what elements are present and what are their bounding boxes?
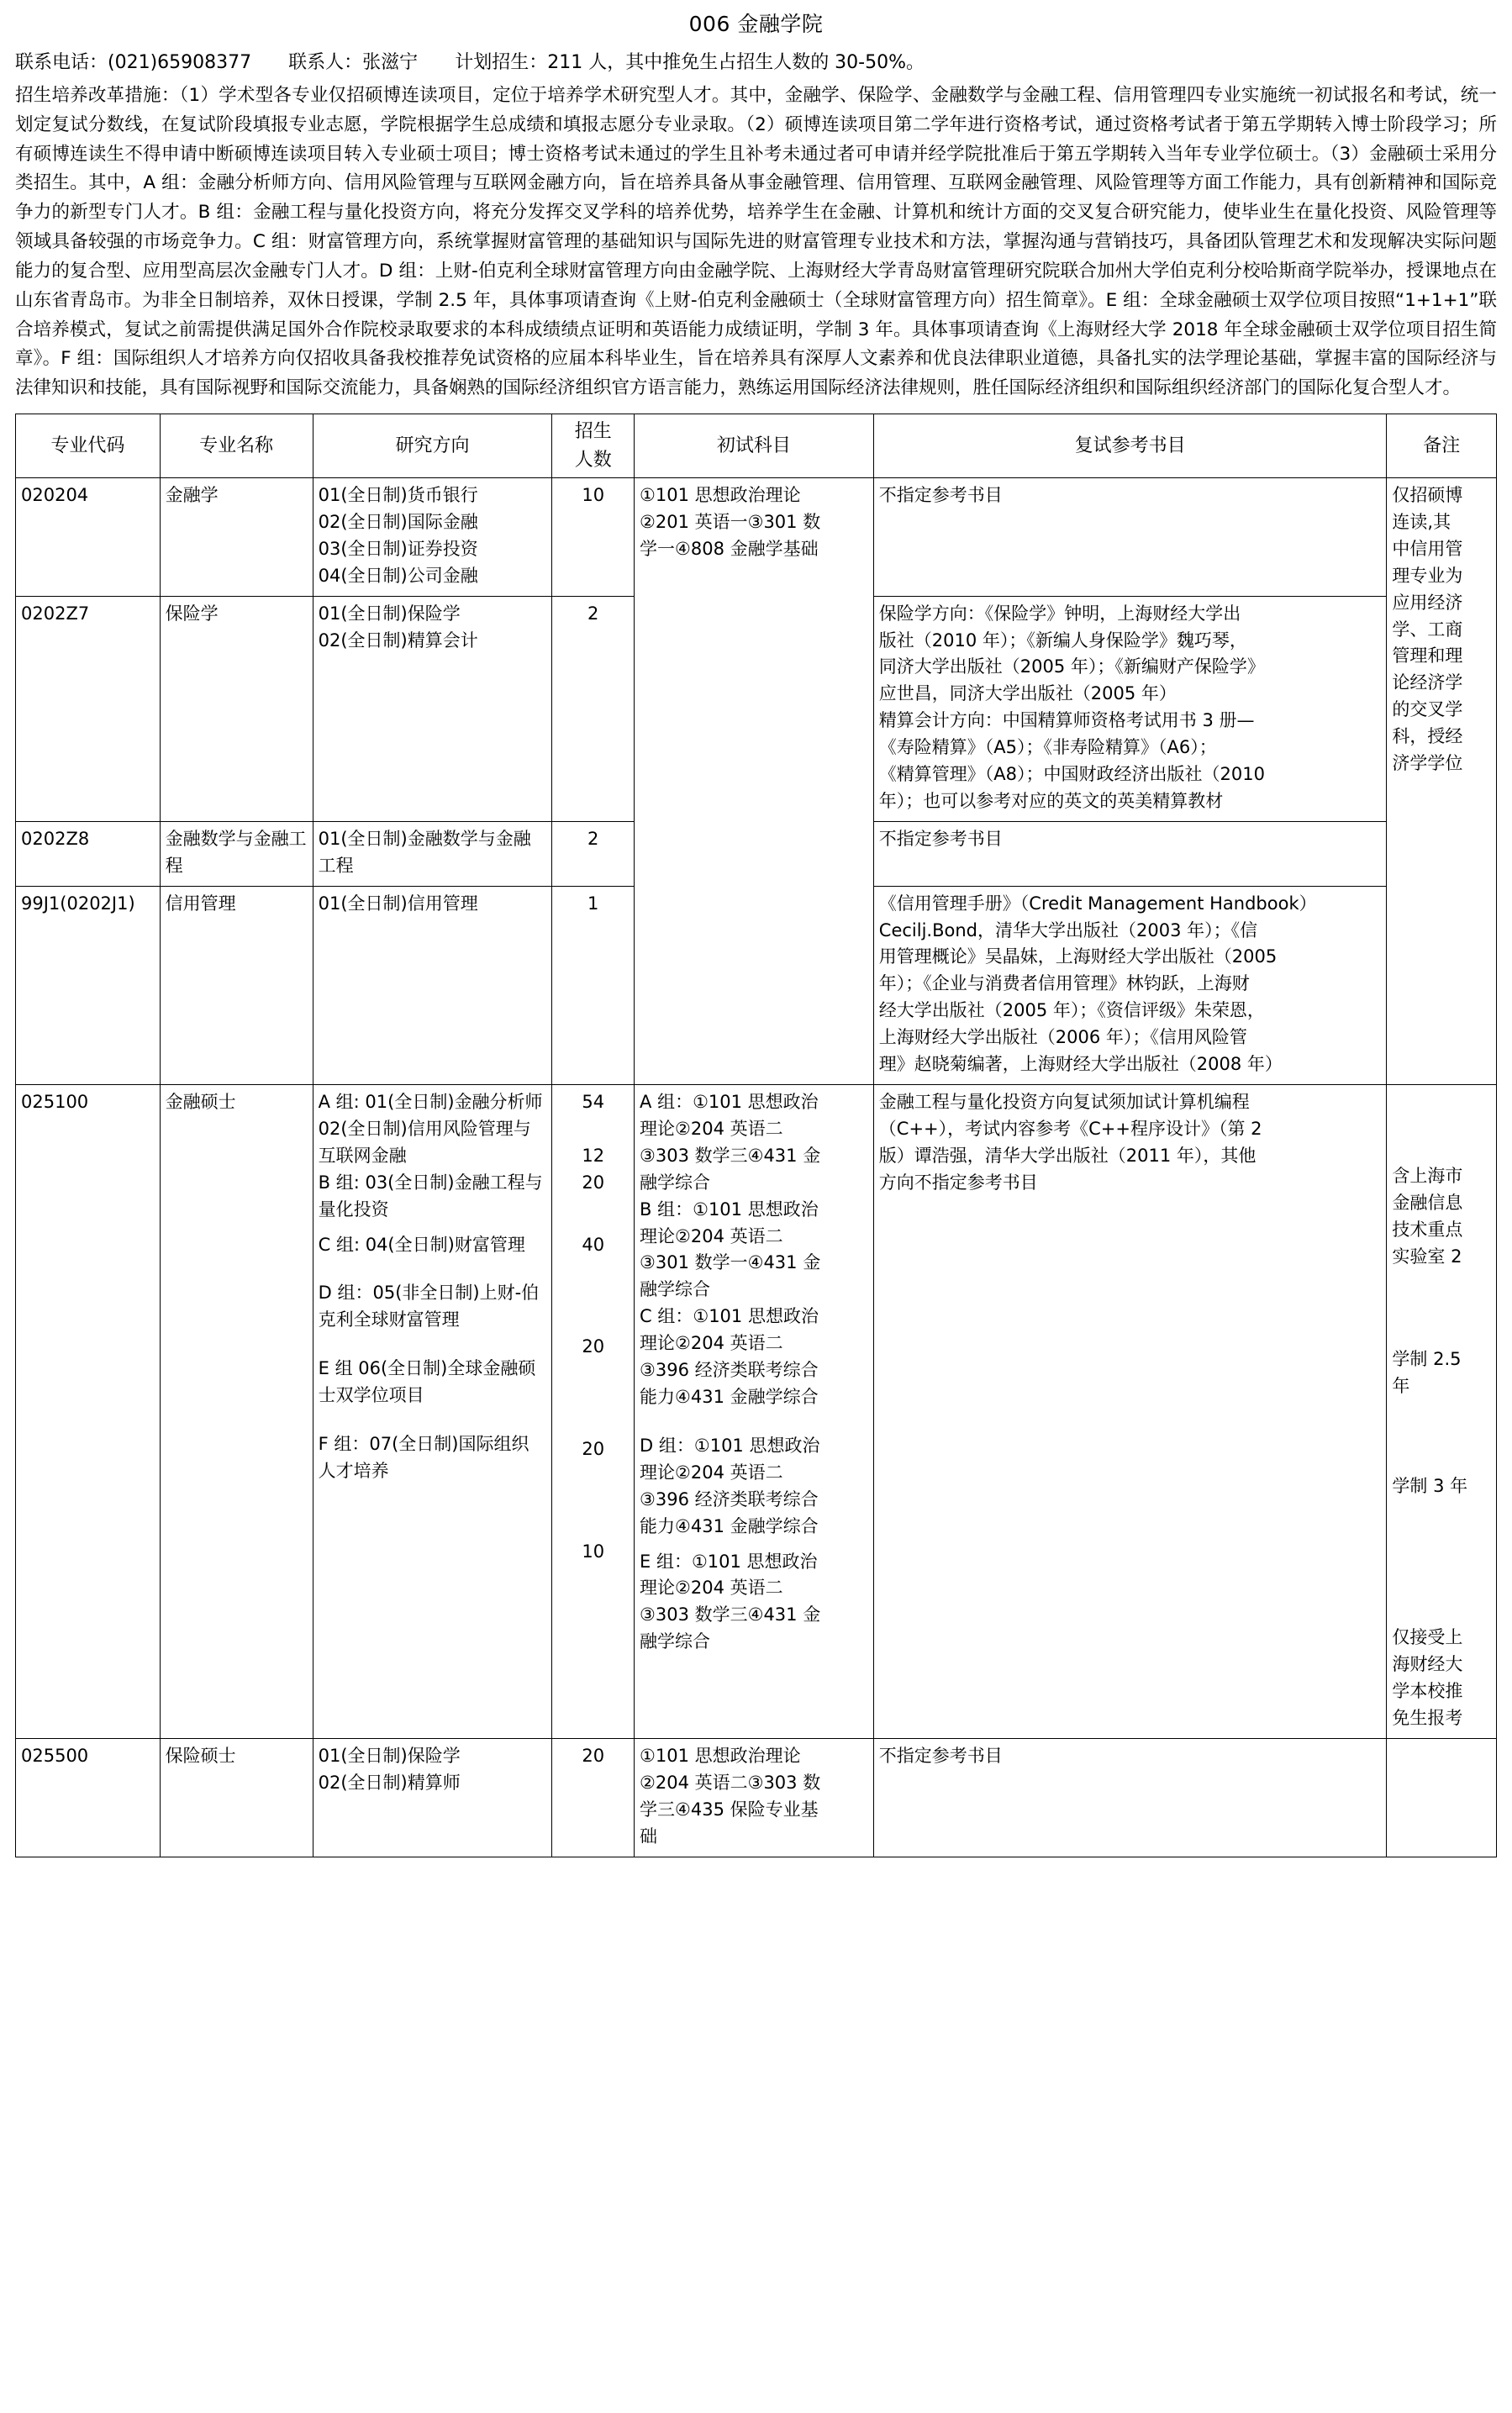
cell-direction: 01(全日制)金融数学与金融工程: [313, 821, 552, 886]
cell-code: 99J1(0202J1): [16, 886, 161, 1084]
cell-enroll: 20: [552, 1738, 635, 1857]
contact-person-value: 张滋宁: [362, 52, 419, 73]
phone-value: (021)65908377: [108, 52, 252, 73]
cell-direction: 01(全日制)货币银行 02(全日制)国际金融 03(全日制)证券投资 04(全日制)公司金融: [313, 477, 552, 596]
cell-first-exam: ①101 思想政治理论 ②201 英语一③301 数 学一④808 金融学基础: [635, 477, 874, 1084]
cell-direction: A 组: 01(全日制)金融分析师 02(全日制)信用风险管理与互联网金融 B 组: 03(全日制)金融工程与量化投资 C 组: 04(全日制)财富管理 D 组：05(非全日制)上财-伯克利全球财富管理 E 组 06(全日制)全球金融硕士双学位项目 F 组：07(全日制)国际组织人才培养: [313, 1085, 552, 1739]
cell-enroll: 2: [552, 596, 635, 821]
cell-remark: 含上海市 金融信息 技术重点 实验室 2 学制 2.5 年 学制 3 年 仅接受上 海财经大 学本校推 免生报考: [1387, 1085, 1497, 1739]
cell-code: 025100: [16, 1085, 161, 1739]
header-name: 专业名称: [160, 414, 313, 478]
cell-first-exam: A 组：①101 思想政治 理论②204 英语二 ③303 数学三④431 金 融学综合 B 组：①101 思想政治 理论②204 英语二 ③301 数学一④431 金 融学综合 C 组：①101 思想政治 理论②204 英语二 ③396 经济类联考综合 能力④431 金融学综合 D 组：①101 思想政治 理论②204 英语二 ③396 经济类联考综合 能力④431 金融学综合 E 组：①101 思想政治 理论②204 英语二 ③303 数学三④431 金 融学综合: [635, 1085, 874, 1739]
cell-name: 信用管理: [160, 886, 313, 1084]
header-enroll: 招生 人数: [552, 414, 635, 478]
contact-person-label: 联系人：: [288, 52, 363, 73]
majors-table: [15, 414, 1497, 1857]
cell-name: 金融数学与金融工程: [160, 821, 313, 886]
cell-direction: 01(全日制)保险学 02(全日制)精算师: [313, 1738, 552, 1857]
cell-code: 0202Z8: [16, 821, 161, 886]
cell-books: 不指定参考书目: [873, 477, 1387, 596]
table-row: [16, 1085, 1497, 1739]
cell-remark: [1387, 1738, 1497, 1857]
cell-code: 020204: [16, 477, 161, 596]
plan-value: 211 人，其中推免生占招生人数的 30-50%。: [547, 52, 925, 73]
cell-name: 保险学: [160, 596, 313, 821]
table-header-row: [16, 414, 1497, 478]
phone-label: 联系电话：: [15, 52, 108, 73]
cell-books: 《信用管理手册》（Credit Management Handbook） Cecilj.Bond，清华大学出版社（2003 年）；《信 用管理概论》吴晶妹，上海财经大学出版社（2005 年）；《企业与消费者信用管理》林钧跃，上海财 经大学出版社（2005 年）；《资信评级》朱荣恩， 上海财经大学出版社（2006 年）；《信用风险管 理》赵晓菊编著，上海财经大学出版社（2008 年）: [873, 886, 1387, 1084]
cell-books: 不指定参考书目: [873, 821, 1387, 886]
cell-name: 保险硕士: [160, 1738, 313, 1857]
cell-code: 0202Z7: [16, 596, 161, 821]
header-code: 专业代码: [16, 414, 161, 478]
cell-books: 金融工程与量化投资方向复试须加试计算机编程 （C++），考试内容参考《C++程序设计》（第 2 版）谭浩强，清华大学出版社（2011 年），其他 方向不指定参考书目: [873, 1085, 1387, 1739]
cell-books: 保险学方向：《保险学》钟明，上海财经大学出 版社（2010 年）；《新编人身保险学》魏巧琴， 同济大学出版社（2005 年）；《新编财产保险学》 应世昌，同济大学出版社（2005 年） 精算会计方向：中国精算师资格考试用书 3 册— 《寿险精算》（A5）；《非寿险精算》（A6）； 《精算管理》（A8）；中国财政经济出版社（2010 年）；也可以参考对应的英文的英美精算教材: [873, 596, 1387, 821]
cell-enroll: 1: [552, 886, 635, 1084]
table-row: [16, 1738, 1497, 1857]
cell-code: 025500: [16, 1738, 161, 1857]
intro-paragraph: 招生培养改革措施：（1）学术型各专业仅招硕博连读项目，定位于培养学术研究型人才。其中，金融学、保险学、金融数学与金融工程、信用管理四专业实施统一初试报名和考试，统一划定复试分数线，在复试阶段填报专业志愿，学院根据学生总成绩和填报志愿分专业录取。（2）硕博连读项目第二学年进行资格考试，通过资格考试者于第五学期转入博士阶段学习；所有硕博连读生不得申请中断硕博连读项目转入专业硕士项目；博士资格考试未通过的学生且补考未通过者可申请并经学院批准后于第五学期转入当年专业学位硕士。（3）金融硕士采用分类招生。其中，A 组：金融分析师方向、信用风险管理与互联网金融方向，旨在培养具备从事金融管理、信用管理、互联网金融管理、风险管理等方面工作能力，具有创新精神和国际竞争力的新型专门人才。B 组：金融工程与量化投资方向，将充分发挥交叉学科的培养优势，培养学生在金融、计算机和统计方面的交叉复合研究能力，使毕业生在量化投资、风险管理等领域具备较强的市场竞争力。C 组：财富管理方向，系统掌握财富管理的基础知识与国际先进的财富管理专业技术和方法，掌握沟通与营销技巧，具备团队管理艺术和发现解决实际问题能力的复合型、应用型高层次金融专门人才。D 组：上财-伯克利全球财富管理方向由金融学院、上海财经大学青岛财富管理研究院联合加州大学伯克利分校哈斯商学院举办，授课地点在山东省青岛市。为非全日制培养，双休日授课，学制 2.5 年，具体事项请查询《上财-伯克利金融硕士（全球财富管理方向）招生简章》。E 组：全球金融硕士双学位项目按照“1+1+1”联合培养模式，复试之前需提供满足国外合作院校录取要求的本科成绩绩点证明和英语能力成绩证明，学制 3 年。具体事项请查询《上海财经大学 2018 年全球金融硕士双学位项目招生简章》。F 组：国际组织人才培养方向仅招收具备我校推荐免试资格的应届本科毕业生，旨在培养具有深厚人文素养和优良法律职业道德，具备扎实的法学理论基础，掌握丰富的国际经济与法律知识和技能，具有国际视野和国际交流能力，具备娴熟的国际经济组织官方语言能力，熟练运用国际经济法律规则，胜任国际经济组织和国际组织经济部门的国际化复合型人才。: [15, 85, 1497, 399]
header-first-exam: 初试科目: [635, 414, 874, 478]
table-row: [16, 477, 1497, 596]
cell-books: 不指定参考书目: [873, 1738, 1387, 1857]
page-title: 006 金融学院: [688, 12, 824, 36]
header-books: 复试参考书目: [873, 414, 1387, 478]
cell-enroll: 10: [552, 477, 635, 596]
cell-remark: 仅招硕博 连读,其 中信用管 理专业为 应用经济 学、工商 管理和理 论经济学 的交叉学 科，授经 济学学位: [1387, 477, 1497, 1084]
contact-line: [15, 49, 1497, 76]
header-remark: 备注: [1387, 414, 1497, 478]
cell-name: 金融学: [160, 477, 313, 596]
cell-first-exam: ①101 思想政治理论 ②204 英语二③303 数 学三④435 保险专业基 础: [635, 1738, 874, 1857]
cell-direction: 01(全日制)信用管理: [313, 886, 552, 1084]
cell-enroll: 2: [552, 821, 635, 886]
plan-label: 计划招生：: [455, 52, 548, 73]
cell-enroll: 54 12 20 40 20 20 10: [552, 1085, 635, 1739]
cell-direction: 01(全日制)保险学 02(全日制)精算会计: [313, 596, 552, 821]
cell-name: 金融硕士: [160, 1085, 313, 1739]
header-direction: 研究方向: [313, 414, 552, 478]
